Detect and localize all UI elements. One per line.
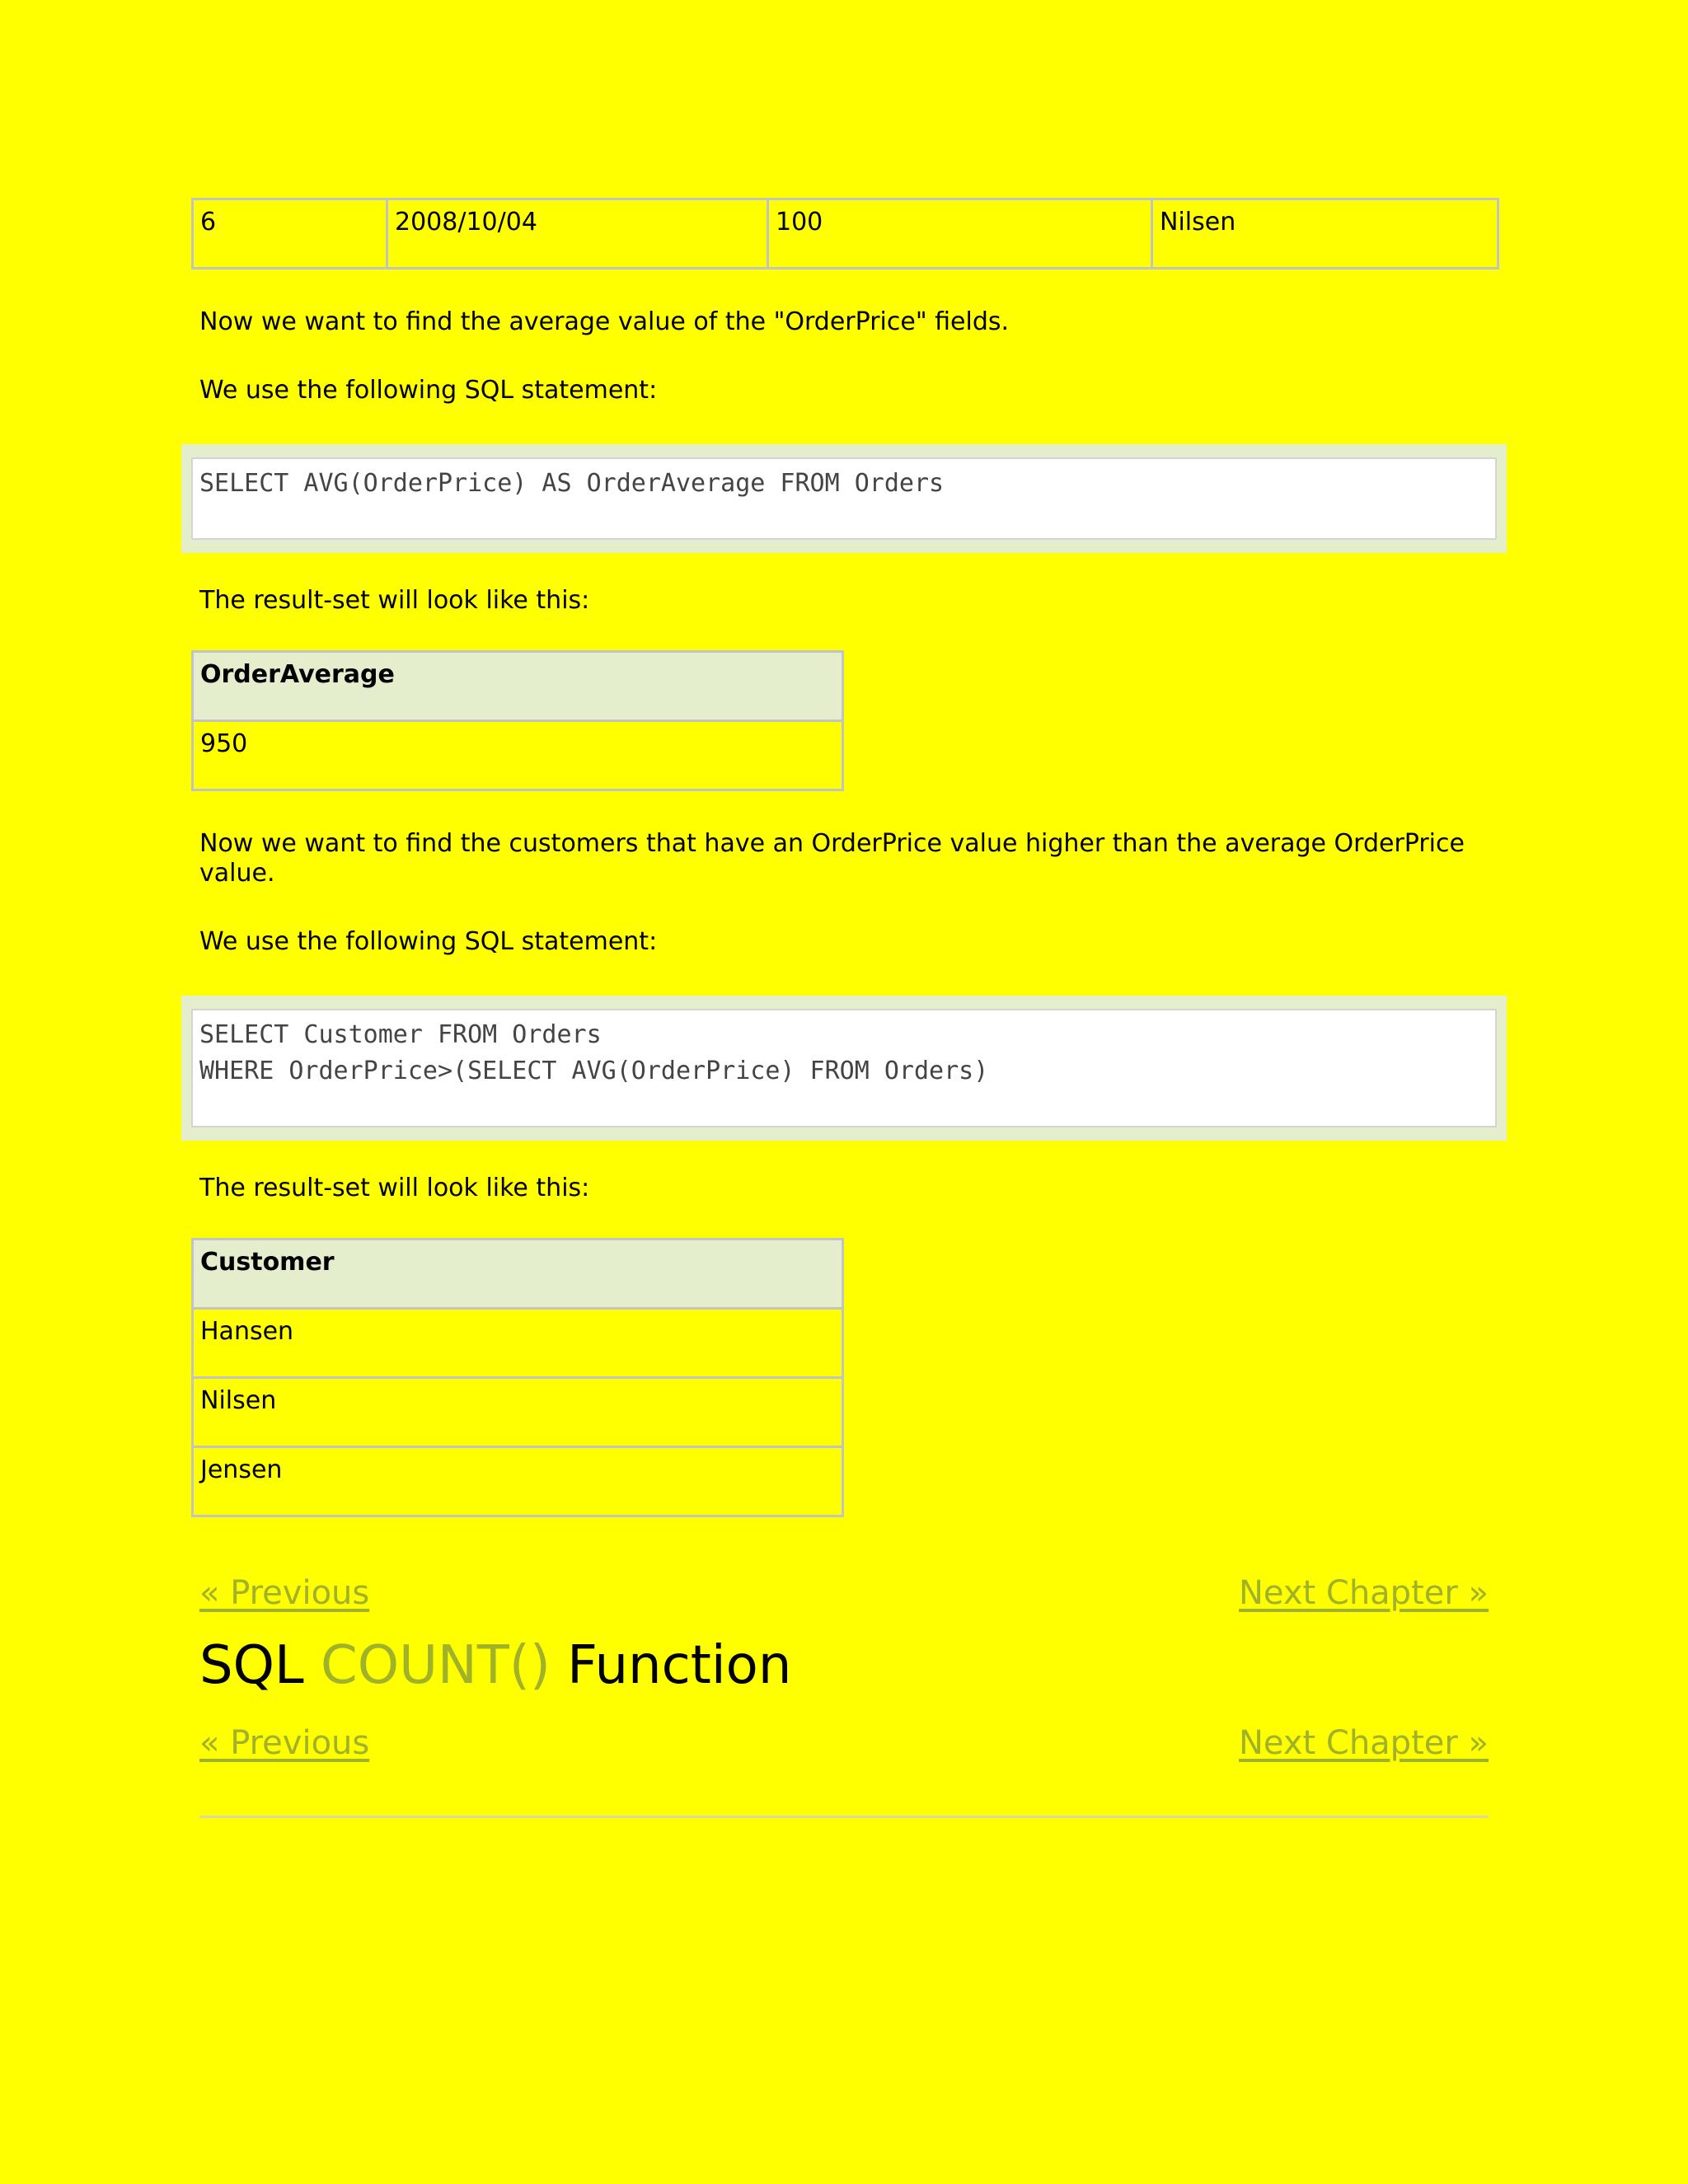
table-row [193, 1447, 843, 1516]
result-label: The result-set will look like this: [199, 586, 590, 615]
divider [199, 1816, 1489, 1818]
result-table-average [191, 650, 844, 791]
result-table-customers [191, 1238, 844, 1517]
column-header: OrderAverage [193, 652, 843, 721]
previous-link[interactable]: « Previous [199, 1574, 370, 1612]
code-line: SELECT AVG(OrderPrice) AS OrderAverage FROM Orders [199, 469, 945, 498]
code-line: SELECT Customer FROM Orders [199, 1020, 602, 1049]
paragraph-customers-intro: Now we want to find the customers that have an OrderPrice value higher than the average OrderPrice value. [199, 829, 1465, 888]
table-cell: Jensen [193, 1447, 843, 1516]
table-header-row [193, 652, 843, 721]
code-example-avg [181, 444, 1507, 553]
next-chapter-link[interactable]: Next Chapter » [1238, 1724, 1489, 1762]
page-content [191, 198, 1497, 1818]
table-cell: Hansen [193, 1309, 843, 1378]
table-header-row [193, 1240, 843, 1309]
table-cell: Nilsen [1152, 199, 1498, 269]
table-row [193, 199, 1498, 269]
paragraph-sql-intro: We use the following SQL statement: [199, 376, 658, 405]
next-chapter-link[interactable]: Next Chapter » [1238, 1574, 1489, 1612]
chapter-title-prefix: SQL [199, 1635, 304, 1696]
nav-row-bottom [191, 1723, 1497, 1763]
orders-table-fragment [191, 198, 1499, 269]
paragraph-average-intro: Now we want to find the average value of the "OrderPrice" fields. [199, 307, 1010, 336]
chapter-title-suffix: Function [567, 1635, 792, 1696]
code-line: WHERE OrderPrice>(SELECT AVG(OrderPrice) FROM Orders) [199, 1057, 989, 1085]
table-cell: 6 [193, 199, 387, 269]
paragraph-sql-intro-2: We use the following SQL statement: [199, 927, 658, 956]
nav-row-top [191, 1573, 1497, 1613]
table-cell: 100 [768, 199, 1152, 269]
code-text [191, 1009, 1497, 1127]
table-row [193, 1378, 843, 1447]
previous-link[interactable]: « Previous [199, 1724, 370, 1762]
column-header: Customer [193, 1240, 843, 1309]
table-cell: 950 [193, 721, 843, 790]
table-cell: 2008/10/04 [387, 199, 768, 269]
chapter-title [191, 1636, 1497, 1695]
code-text [191, 457, 1497, 540]
chapter-title-function: COUNT() [321, 1635, 551, 1696]
table-row [193, 1309, 843, 1378]
result-label-2: The result-set will look like this: [199, 1174, 590, 1202]
table-row [193, 721, 843, 790]
table-cell: Nilsen [193, 1378, 843, 1447]
code-example-subquery [181, 996, 1507, 1141]
